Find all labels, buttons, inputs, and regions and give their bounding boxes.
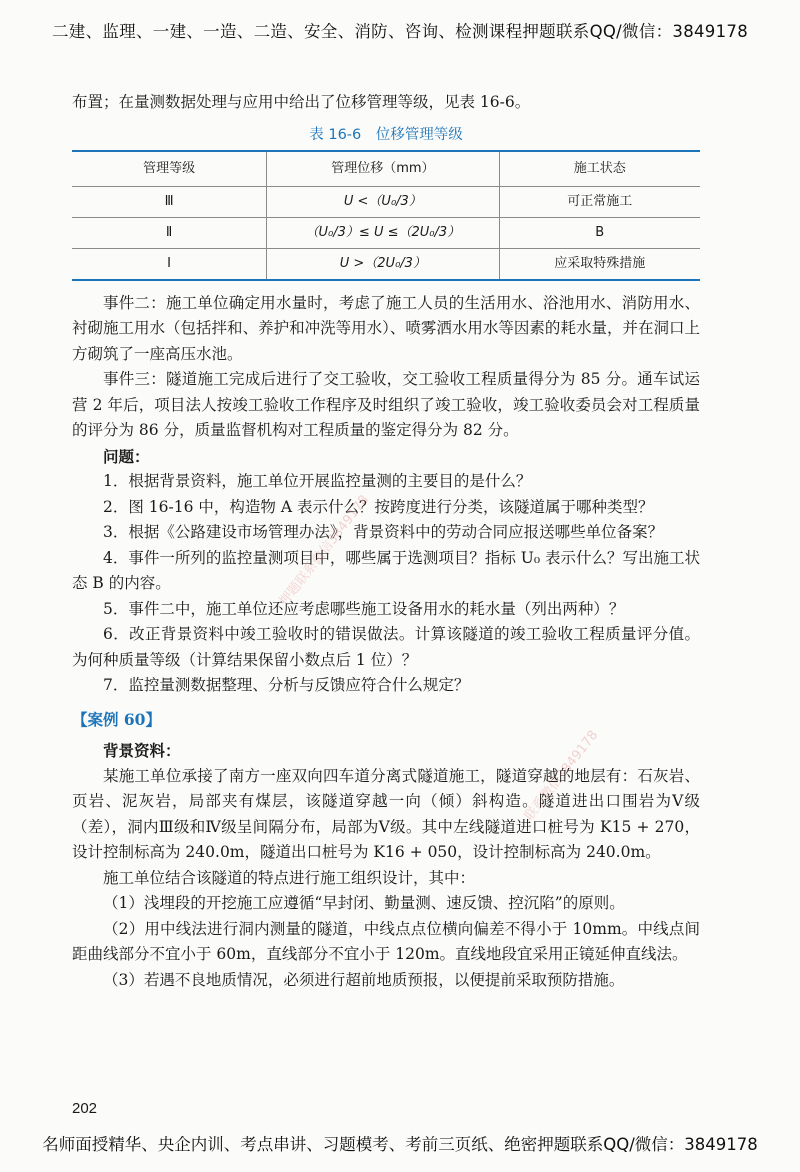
- question-item: 7．监控量测数据整理、分析与反馈应符合什么规定？: [103, 676, 470, 694]
- question-item: 6．改正背景资料中竣工验收时的错误做法。计算该隧道的竣工验收工程质量评分值。为何种质量等级（计算结果保留小数点后 1 位）？: [72, 625, 700, 669]
- question-item: 2．图 16-16 中，构造物 A 表示什么？按跨度进行分类，该隧道属于哪种类型？: [103, 497, 654, 516]
- table-header-row: [72, 151, 700, 187]
- table-cell-state: 可正常施工: [499, 186, 700, 217]
- table-cell-displacement: （U₀/3）≤ U ≤（2U₀/3）: [267, 217, 499, 248]
- table-cell-displacement: U >（2U₀/3）: [267, 248, 499, 280]
- page-footer: 名师面授精华、央企内训、考点串讲、习题模考、考前三页纸、绝密押题联系QQ/微信：3849178: [42, 1135, 758, 1154]
- event-two-paragraph: 事件二：施工单位确定用水量时，考虑了施工人员的生活用水、浴池用水、消防用水、衬砌施工用水（包括拌和、养护和冲洗等用水）、喷雾洒水用水等因素的耗水量，并在洞口上方砌筑了一座高压水池。: [72, 293, 700, 363]
- table-header-cell: 施工状态: [499, 151, 700, 187]
- page-number: 202: [72, 1100, 98, 1117]
- question-item: 3．根据《公路建设市场管理办法》，背景资料中的劳动合同应报送哪些单位备案？: [103, 523, 664, 541]
- background-title: 背景资料：: [103, 741, 181, 760]
- case-paragraph: （2）用中线法进行洞内测量的隧道，中线点点位横向偏差不得小于 10mm。中线点间距曲线部分不宜小于 60m，直线部分不宜小于 120m。直线地段宜采用正镜延伸直线法。: [72, 919, 700, 963]
- table-row: [72, 217, 700, 248]
- table-cell-level: Ⅰ: [72, 248, 267, 280]
- questions-title: 问题：: [103, 446, 150, 466]
- table-cell-displacement: U <（U₀/3）: [267, 186, 499, 217]
- page-content: [72, 90, 700, 993]
- table-cell-state: 应采取特殊措施: [499, 248, 700, 280]
- table-cell-state: B: [499, 217, 700, 248]
- event-three-paragraph: 事件三：隧道施工完成后进行了交工验收，交工验收工程质量得分为 85 分。通车试运营 2 年后，项目法人按竣工验收工作程序及时组织了竣工验收，竣工验收委员会对工程质量的评分为 86 分，质量监督机构对工程质量的鉴定得分为 82 分。: [72, 370, 700, 439]
- question-item: 5．事件二中，施工单位还应考虑哪些施工设备用水的耗水量（列出两种）？: [103, 599, 625, 618]
- displacement-table: [72, 150, 700, 281]
- case-paragraph: （1）浅埋段的开挖施工应遵循“早封闭、勤量测、速反馈、控沉陷”的原则。: [103, 894, 625, 912]
- watermark-text: 押题联系微信3849178: [276, 492, 373, 609]
- case-paragraph: （3）若遇不良地质情况，必须进行超前地质预报，以便提前采取预防措施。: [103, 970, 625, 989]
- case-paragraph: 某施工单位承接了南方一座双向四车道分离式隧道施工，隧道穿越的地层有：石灰岩、页岩、泥灰岩，局部夹有煤层，该隧道穿越一向（倾）斜构造。隧道进出口围岩为Ⅴ级（差），洞内Ⅲ级和Ⅳ级呈间隔分布，局部为Ⅴ级。其中左线隧道进口桩号为 K15 + 270，设计控制标高为 240.0m，隧道出口桩号为 K16 + 050，设计控制标高为 240.0m。: [72, 766, 700, 861]
- table-caption: 表 16-6 位移管理等级: [309, 126, 463, 143]
- table-header-cell: 管理位移（mm）: [267, 151, 499, 187]
- page-header: 二建、监理、一建、一造、二造、安全、消防、咨询、检测课程押题联系QQ/微信：3849178: [51, 22, 749, 41]
- table-cell-level: Ⅲ: [72, 186, 267, 217]
- table-header-cell: 管理等级: [72, 151, 267, 187]
- case-title: 【案例 60】: [72, 709, 161, 729]
- intro-text: 布置；在量测数据处理与应用中给出了位移管理等级，见表 16-6。: [72, 93, 531, 111]
- table-row: [72, 186, 700, 217]
- question-item: 1．根据背景资料，施工单位开展监控量测的主要目的是什么？: [103, 472, 532, 490]
- table-cell-level: Ⅱ: [72, 217, 267, 248]
- watermark-text: 联系微信3849178: [521, 727, 602, 824]
- question-item: 4．事件一所列的监控量测项目中，哪些属于选测项目？指标 U₀ 表示什么？写出施工状态 B 的内容。: [72, 548, 700, 592]
- table-row: [72, 248, 700, 280]
- case-paragraph: 施工单位结合该隧道的特点进行施工组织设计，其中：: [103, 868, 476, 887]
